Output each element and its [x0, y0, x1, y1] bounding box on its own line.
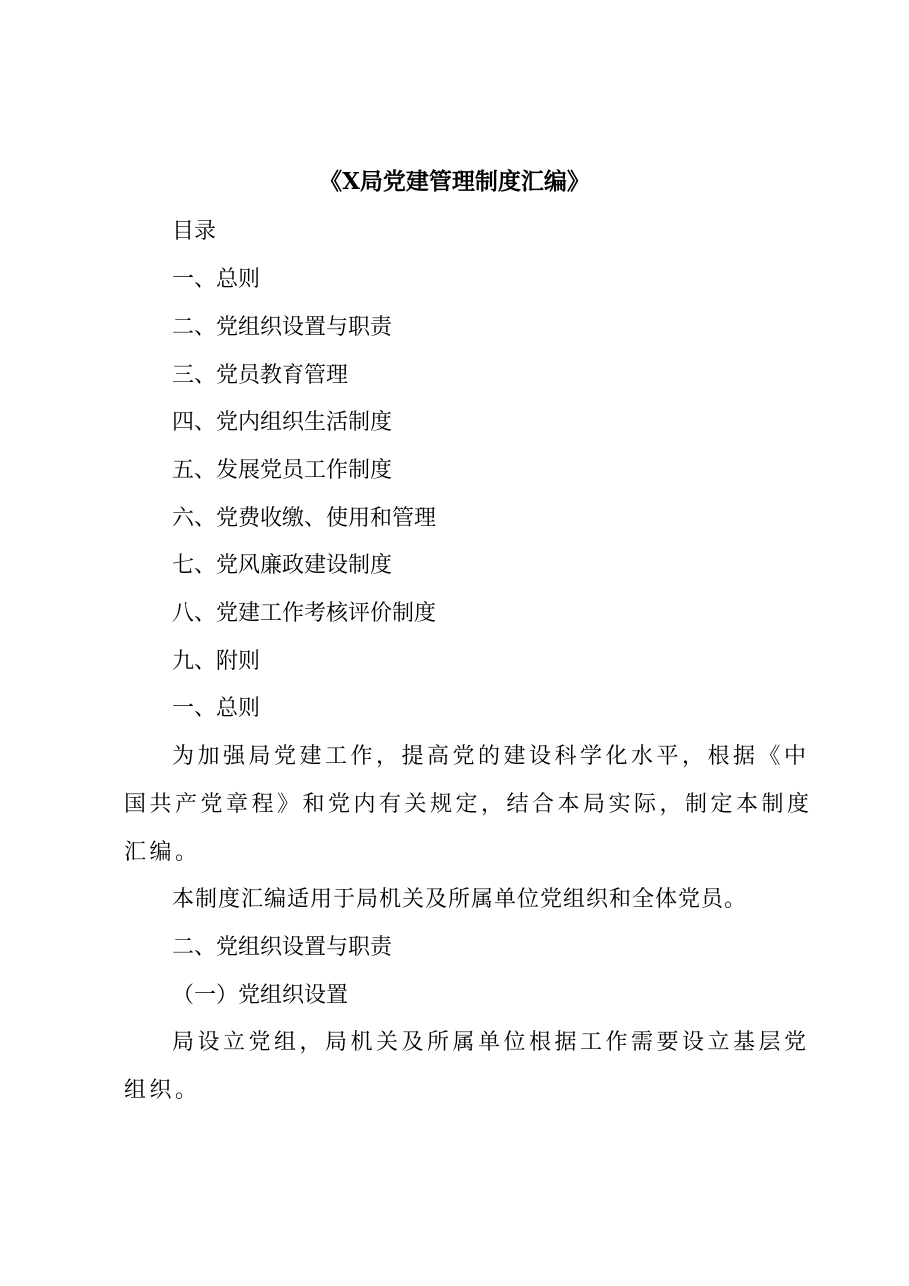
paragraph-line: 汇编。: [124, 840, 201, 865]
subsection-heading: （一）党组织设置: [172, 983, 349, 1008]
toc-item: 九、附则: [172, 649, 261, 674]
section-heading: 二、党组织设置与职责: [172, 935, 393, 960]
toc-item: 八、党建工作考核评价制度: [172, 601, 437, 626]
paragraph-line: 局设立党组，局机关及所属单位根据工作需要设立基层党: [172, 1030, 810, 1055]
paragraph-line: 本制度汇编适用于局机关及所属单位党组织和全体党员。: [172, 887, 748, 912]
toc-item: 六、党费收缴、使用和管理: [172, 506, 437, 531]
document-title: 《X局党建管理制度汇编》: [319, 168, 590, 195]
toc-item: 二、党组织设置与职责: [172, 315, 393, 340]
toc-label: 目录: [172, 219, 217, 244]
paragraph-line: 国共产党章程》和党内有关规定，结合本局实际，制定本制度: [124, 792, 813, 817]
toc-item: 一、总则: [172, 267, 261, 292]
section-heading: 一、总则: [172, 696, 261, 721]
toc-item: 三、党员教育管理: [172, 363, 349, 388]
paragraph-line: 为加强局党建工作，提高党的建设科学化水平，根据《中: [172, 744, 810, 769]
paragraph-line: 组织。: [124, 1078, 201, 1103]
toc-item: 五、发展党员工作制度: [172, 458, 393, 483]
toc-item: 四、党内组织生活制度: [172, 410, 393, 435]
toc-item: 七、党风廉政建设制度: [172, 553, 393, 578]
